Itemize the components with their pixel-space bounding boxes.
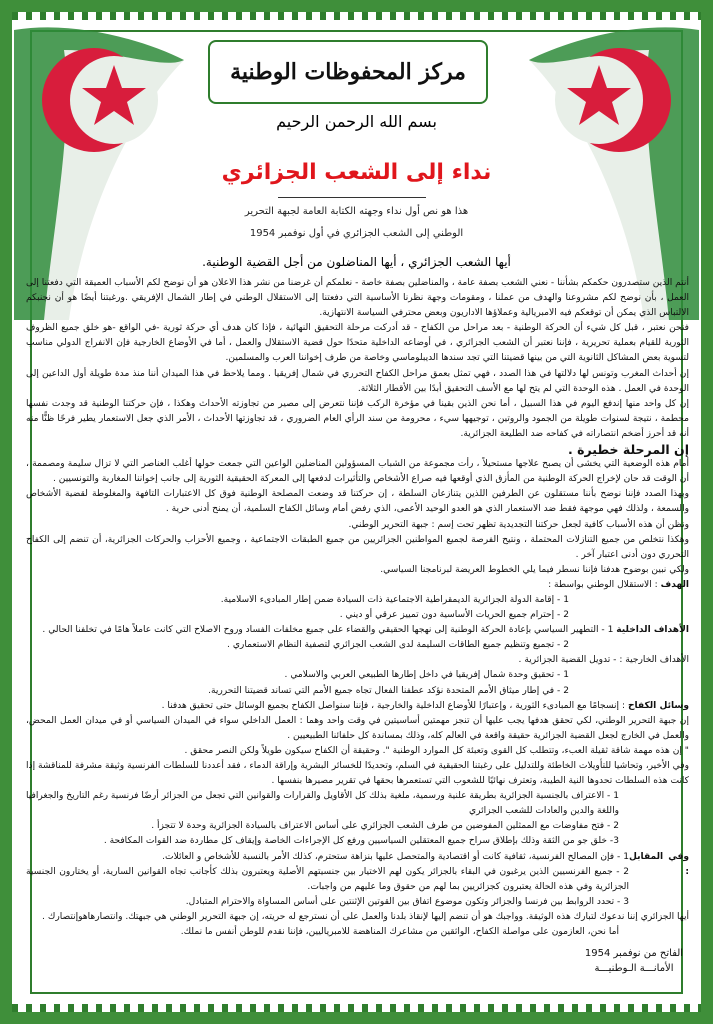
greeting: أيها الشعب الجزائري ، أيها المناضلون من أجل القضية الوطنية. — [202, 255, 511, 269]
paragraph: أنتم الذين ستصدرون حكمكم بشأننا - نعني الشعب بصفة عامة ، والمناضلين بصفة خاصة - نعلمكم أن غرضنا من نشر هذا الاعلان هو أن نوضح لكم الأسباب العميقة التي دفعتنا إلى العمل ، بأن نوضح لكم مشروعنا والهدف من عملنا ، ومقومات وجهة نظرنا الأساسية التي دفعتنا إلى الاستقلال الوطني في إطار الشمال الإفريقي .ورغبتنا أيضًا هو أن نجنبكم الالتباس الذي يمكن أن توقعكم فيه الامبريالية وعملاؤها الاداريون وبعض محترفي السياسة الانتهازية. — [26, 278, 689, 319]
means-text: : إنسجامًا مع المبادىء الثورية ، وإعتبارًا للأوضاع الداخلية والخارجية ، فإننا سنواصل الكفاح بجميع الوسائل حتى تحقيق هدفنا . — [161, 700, 626, 711]
paragraph: ولكي نبين بوضوح هدفنا فإننا نسطر فيما يلي الخطوط العريضة لبرنامجنا السياسي. — [380, 564, 689, 575]
paragraph: وبهذا الصدد فإننا نوضح بأننا مستقلون عن الطرفين اللذين يتنازعان السلطة ، إن حركتنا قد وضعت المصلحة الوطنية فوق كل الاعتبارات التافهة والمغلوطة لقضية الأشخاص والسمعة ، ولذلك فهي موجهة فقط ضد الاستعمار الذي هو العدو الوحيد الأعمى، الذي رفض أمام وسائل الكفاح السلمية، أن يمنح أدنى حرية . — [26, 489, 689, 515]
external-item: 2 - في إطار ميثاق الأمم المتحدة نؤكد عطفنا الفعال تجاه جميع الأمم التي تساند قضيتنا التحررية. — [208, 685, 569, 696]
goal-line — [26, 578, 689, 593]
internal-goals — [26, 623, 689, 638]
closing-paragraph: أما نحن، العازمون على مواصلة الكفاح، الواثقين من مشاعرك المناهضة للامبرياليين، فإننا نقدم للوطن أنفس ما نملك. — [180, 927, 619, 938]
goal-item: 2 - إحترام جميع الحريات الأساسية دون تمييز عرقي أو ديني . — [339, 610, 569, 621]
external-label: الأهداف الخارجية : - تدويل القضية الجزائرية . — [518, 655, 689, 666]
paragraph: إن أحداث المغرب وتونس لها دلالتها في هذا الصدد ، فهي تمثل بعمق مراحل الكفاح التحرري في شمال إفريقيا . ومما يلاحظ في هذا الميدان أننا منذ مدة طويلة أول الداعين إلى الوحدة في العمل . هذه الوحدة التي لم يتح لها مع الأسف التحقيق أبدًا بين الأقطار الثلاثة. — [26, 368, 689, 394]
external-item: 1 - تحقيق وحدة شمال إفريقيا في داخل إطارها الطبيعي العربي والاسلامي . — [284, 670, 569, 681]
condition-item: 3- خلق جو من الثقة وذلك بإطلاق سراح جميع المعتقلين السياسيين ورفع كل الإجراءات الخاصة وإيقاف كل مطاردة ضد القوات المكافحة . — [103, 836, 619, 847]
in-return-label: وفي المقابل : — [629, 851, 689, 877]
basmala: بسم الله الرحمن الرحيم — [276, 112, 437, 131]
means-line — [26, 699, 689, 714]
document-body — [26, 276, 689, 976]
return-item: 1 - فإن المصالح الفرنسية، ثقافية كانت أو اقتصادية والمتحصل عليها بنزاهة ستحترم، كذلك الأمر بالنسبة للأشخاص و العائلات. — [162, 851, 629, 862]
internal-item: 2 - تجميع وتنظيم جميع الطاقات السليمة لدى الشعب الجزائري لتصفية النظام الاستعماري . — [227, 640, 569, 651]
paragraph: فنحن نعتبر ، قبل كل شيء أن الحركة الوطنية - بعد مراحل من الكفاح - قد أدركت مرحلة التحقيق النهائية ، فإذا كان هدف أي حركة ثورية -في الواقع -هو خلق جميع الظروف الثورية للقيام بعملية تحريرية ، فإننا نعتبر أن الشعب الجزائري ، في أوضاعه الداخلية متحدًا حول قضية الاستقلال والعمل ، أما في الأوضاع الخارجية فإن الانفراج الدولي مناسب لتسوية بعض المشاكل الثانوية التي من بينها قضيتنا التي تجد سندها الديبلوماسي وخاصة من طرف إخواننا العرب والمسلمين. — [26, 323, 689, 364]
paragraph: ونظن أن هذه الأسباب كافية لجعل حركتنا التجديدية تظهر تحت إسم : جبهة التحرير الوطني. — [348, 519, 689, 530]
paragraph: أمام هذه الوضعية التي يخشى أن يصبح علاجها مستحيلاً ، رأت مجموعة من الشباب المسؤولين المناضلين الواعين التي جمعت حولها أغلب العناصر التي لا تزال سليمة ومصممة ، أن الوقت قد حان لإخراج الحركة الوطنية من المأزق الذي أوقعها فيه صراع الأشخاص والتأثيرات لدفعها إلى المعركة الحقيقية الثورية إلى جانب إخواننا المغاربة والتونسيين . — [26, 459, 689, 485]
condition-item: 1 - الاعتراف بالجنسية الجزائرية بطريقة علنية ورسمية، ملغية بذلك كل الأقاويل والقرارات والقوانين التي تجعل من الجزائر أرضًا فرنسية رغم التاريخ والجغرافيا واللغة والدين والعادات للشعب الجزائري — [26, 791, 619, 817]
title-divider — [278, 197, 426, 198]
means-label: وسائل الكفاح — [627, 700, 689, 711]
archives-logo — [208, 40, 488, 104]
goal-text: : الاستقلال الوطني بواسطة : — [548, 579, 658, 590]
internal-label: الأهداف الداخلية — [616, 625, 689, 636]
signature: الأمانـــة الـوطنيـــة — [594, 963, 674, 975]
internal-item: 1 - التطهير السياسي بإعادة الحركة الوطنية إلى نهجها الحقيقي والقضاء على جميع مخلفات الفساد وروح الاصلاح التي كانت عاملاً هامًا في تخلفنا الحالي . — [42, 625, 614, 636]
date: الفاتح من نوفمبر 1954 — [584, 948, 684, 960]
logo-text: مركز المحفوظات الوطنية — [230, 59, 466, 85]
goal-label: الهدف — [660, 579, 689, 590]
paragraph: " إن هذه مهمة شاقة ثقيلة العبء، وتتطلب كل القوى وتعبئة كل الموارد الوطنية ". وحقيقة أن الكفاح سيكون طويلاً ولكن النصر محقق . — [184, 745, 689, 756]
document-title: نداء إلى الشعب الجزائري — [221, 160, 492, 185]
paragraph: وهكذا نتخلص من جميع التنازلات المحتملة ، ونتيح الفرصة لجميع المواطنين الجزائريين من جميع الطبقات الاجتماعية ، وجميع الأحزاب والحركات الجزائرية، أن تنضم إلى الكفاح التحرري دون أدنى اعتبار آخر . — [26, 534, 689, 560]
subtitle-line1: هذا هو نص أول نداء وجهته الكتابة العامة لجبهة التحرير — [244, 206, 469, 217]
signature-block — [26, 946, 689, 976]
condition-item: 2 - فتح مفاوضات مع الممثلين المفوضين من طرف الشعب الجزائري على أساس الاعتراف بالسيادة الجزائرية وحدة لا تتجزأ . — [151, 821, 619, 832]
paragraph: إن كل واحد منها إندفع اليوم في هذا السبيل ، أما نحن الذين بقينا في مؤخرة الركب فإننا نتعرض إلى مصير من تجاوزته الأحداث وهكذا ، فإن حركتنا الوطنية قد وجدت نفسها محطمة ، نتيجة لسنوات طويلة من الجمود والروتين ، توجيهها سيء ، محرومة من سند الرأي العام الضروري ، قد تجاوزتها الأحداث ، الأمر الذي جعل الاستعمار يطير فرحًا ظنًّا منه أنه قد أحرز أضخم انتصاراته في كفاحه ضد الطليعة الجزائرية. — [26, 398, 689, 439]
section-heading: إن المرحلة خطيرة . — [567, 442, 689, 458]
subtitle-line2: الوطني إلى الشعب الجزائري في أول نوفمبر 1954 — [249, 228, 464, 239]
paragraph: وفي الأخير، وتحاشيا للتأويلات الخاطئة وللتدليل على رغبتنا الحقيقية في السلم، وتحديدًا للخسائر البشرية وإراقة الدماء ، فقد أعددنا للسلطات الفرنسية وثيقة مشرفة للمناقشة إذا كانت هذه السلطات تحدوها النية الطيبة، وتعترف نهائيًا للشعوب التي تستعمرها بحقها في تقرير مصيرها بنفسها . — [26, 761, 689, 787]
closing-paragraph: أيها الجزائري إننا ندعوك لتبارك هذه الوثيقة. وواجبك هو أن تنضم إليها لإنقاذ بلدنا والعمل على أن نسترجع له حريته، إن جبهة التحرير الوطني هي جبهتك. وانتصارهاهوإنتصارك . — [42, 911, 689, 922]
in-return-section — [26, 850, 689, 910]
return-item: 2 - جميع الفرنسيين الذين يرغبون في البقاء بالجزائر يكون لهم الاختيار بين جنسيتهم الأصلية ويعتبرون بذلك كأجانب تجاه القوانين السارية، أو يختارون الجنسية الجزائرية وفي هذه الحالة يعتبرون كجزائريين بما لهم من حقوق وما عليهم من واجبات. — [26, 866, 629, 892]
paragraph: إن جبهة التحرير الوطني، لكي تحقق هدفها يجب عليها أن تنجز مهمتين أساسيتين في وقت واحد وهما : العمل الداخلي سواء في الميدان السياسي أو في ميدان العمل المحض، والعمل في الخارج لجعل القضية الجزائرية حقيقة واقعة في العالم كله، وذلك بمساندة كل حلفائنا الطبيعيين . — [26, 715, 689, 741]
return-item: 3 - تحدد الروابط بين فرنسا والجزائر وتكون موضوع اتفاق بين القوتين الإثنتين على أساس المساواة والاحترام المتبادل. — [185, 896, 629, 907]
goal-item: 1 - إقامة الدولة الجزائرية الديمقراطية الاجتماعية ذات السيادة ضمن إطار المبادىء الاسلامية. — [220, 594, 569, 605]
